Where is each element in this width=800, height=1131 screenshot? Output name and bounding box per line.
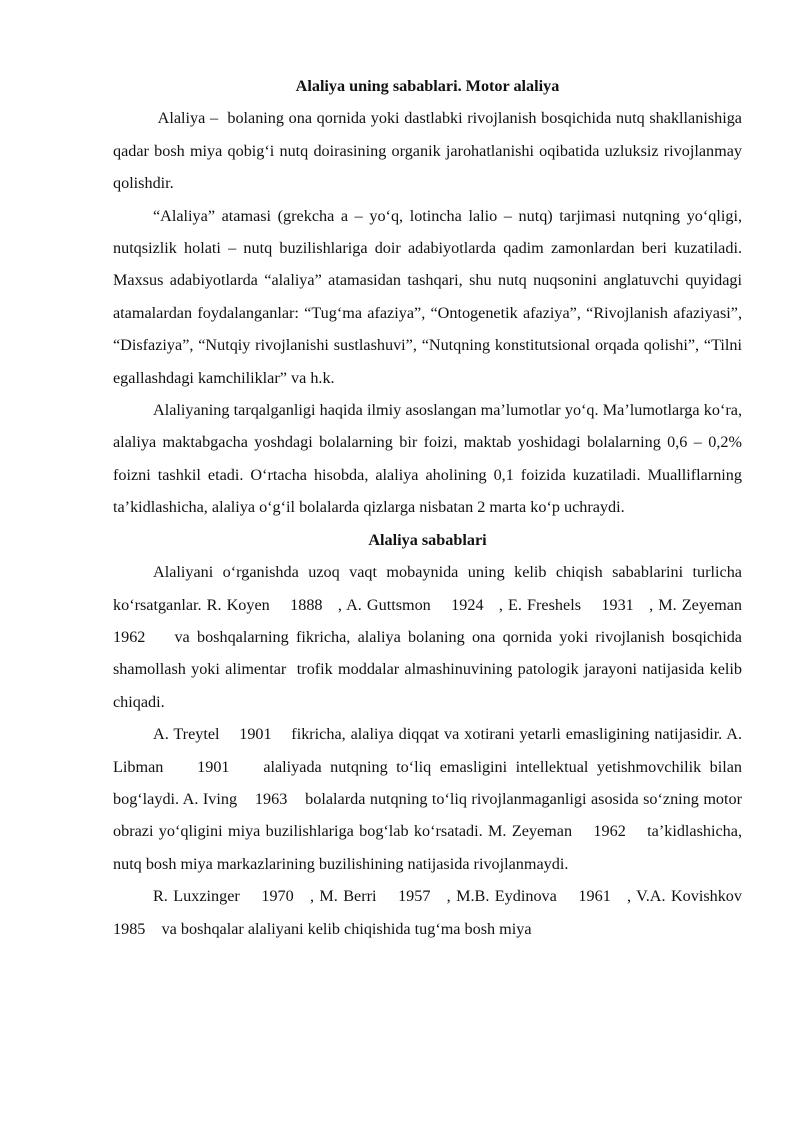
paragraph-causes-continued: R. Luxzinger 1970 , M. Berri 1957 , M.B. Eydinova 1961 , V.A. Kovishkov 1985 va boshqalar alaliyani kelib chiqishida tug‘ma bosh miya	[113, 887, 759, 938]
paragraph-terminology: “Alaliya” atamasi (grekcha a – yo‘q, lotincha lalio – nutq) tarjimasi nutqning yo‘qligi, nutqsizlik holati – nutq buzilishlariga doir adabiyotlarda qadim zamonlardan beri kuzatiladi. Maxsus adabiyotlarda “alaliya” atamasidan tashqari, shu nutq nuqsonini anglatuvchi quyidagi atamalardan foydalanganlar: “Tug‘ma afaziya”, “Ontogenetik afaziya”, “Rivojlanish afaziyasi”, “Disfaziya”, “Nutqiy rivojlanishi sustlashuvi”, “Nutqning konstitutsional orqada qolishi”, “Tilni egallashdagi kamchiliklar” va h.k.	[113, 206, 742, 387]
paragraph-definition: Alaliya – bolaning ona qornida yoki dastlabki rivojlanish bosqichida nutq shakllanishiga qadar bosh miya qobig‘i nutq doirasining organik jarohatlanishi oqibatida uzluksiz rivojlanmay qolishdir.	[113, 109, 747, 193]
paragraph-causes-opinions: A. Treytel 1901 fikricha, alaliya diqqat va xotirani yetarli emasligining natijasidir. A. Libman 1901 alaliyada nutqning to‘liq emasligini intellektual yetishmovchilik bilan bog‘laydi. A. Iving 1963 bolalarda nutqning to‘liq rivojlanmaganligi asosida so‘zning motor obrazi yo‘qligini miya buzilishlariga bog‘lab ko‘rsatadi. M. Zeyeman 1962 ta’kidlashicha, nutq bosh miya markazlarining buzilishining natijasida rivojlanmaydi.	[113, 725, 747, 873]
document-page	[113, 70, 759, 945]
paragraph-causes-history: Alaliyani o‘rganishda uzoq vaqt mobaynida uning kelib chiqish sabablarini turlicha ko‘rsatganlar. R. Koyen 1888 , A. Guttsmon 1924 , E. Freshels 1931 , M. Zeyeman 1962 va boshqalarning fikricha, alaliya bolaning ona qornida yoki rivojlanish bosqichida shamollash yoki alimentar trofik moddalar almashinuvining patologik jarayoni natijasida kelib chiqadi.	[113, 563, 759, 711]
document-title: Alaliya uning sabablari. Motor alaliya	[295, 77, 560, 95]
paragraph-prevalence: Alaliyaning tarqalganligi haqida ilmiy asoslangan ma’lumotlar yo‘q. Ma’lumotlarga ko‘ra, alaliya maktabgacha yoshdagi bolalarning bir foizi, maktab yoshidagi bolalarning 0,6 – 0,2% foizni tashkil etadi. O‘rtacha hisobda, alaliya aholining 0,1 foizida kuzatiladi. Mualliflarning ta’kidlashicha, alaliya o‘g‘il bolalarda qizlarga nisbatan 2 marta ko‘p uchraydi.	[113, 401, 742, 517]
section-heading: Alaliya sabablari	[368, 530, 487, 549]
